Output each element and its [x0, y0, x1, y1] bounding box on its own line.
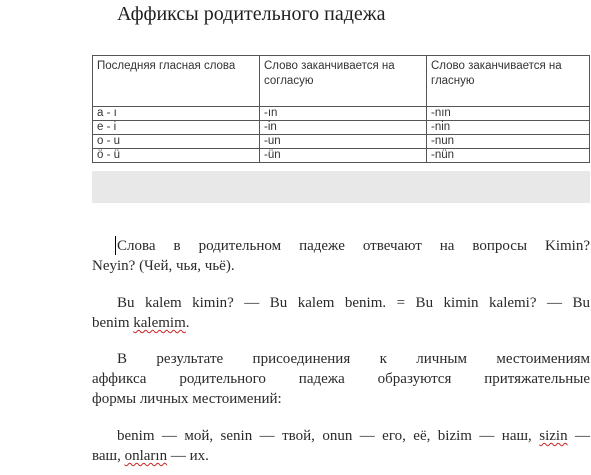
- table-row: [93, 107, 590, 121]
- table-cell: e - i: [93, 121, 260, 135]
- text-span: ваш,: [92, 448, 125, 464]
- table-cell: -nun: [427, 135, 590, 149]
- spellcheck-word[interactable]: kalemim: [133, 315, 186, 331]
- text-span: —: [567, 428, 591, 444]
- table-background: [92, 51, 590, 171]
- table-row: [93, 121, 590, 135]
- table-header-cell: Слово заканчивается на согласую: [260, 56, 427, 107]
- table-cell: -nın: [427, 107, 590, 121]
- paragraph-3-line-1[interactable]: В результате присоединения к личным местоимениям: [117, 351, 590, 367]
- paragraph-2-line-2[interactable]: [92, 313, 567, 333]
- paragraph-4-line-1[interactable]: [117, 426, 590, 446]
- table-cell: -ün: [260, 149, 427, 163]
- affix-table-block: [92, 51, 590, 203]
- spellcheck-word[interactable]: onların: [124, 448, 168, 464]
- paragraph-3-line-2[interactable]: аффикса родительного падежа образуются притяжательные: [92, 371, 590, 387]
- table-row: [93, 135, 590, 149]
- paragraph-4-line-2[interactable]: [92, 446, 567, 466]
- text-cursor: [115, 236, 116, 255]
- table-cell: a - ı: [93, 107, 260, 121]
- paragraph-1-line-1[interactable]: Слова в родительном падеже отвечают на вопросы Kimin?: [117, 238, 590, 254]
- table-cell: -ın: [260, 107, 427, 121]
- text-span: .: [185, 315, 190, 331]
- page-title: Аффиксы родительного падежа: [117, 3, 386, 25]
- table-cell: -nin: [427, 121, 590, 135]
- table-header-cell: Последняя гласная слова: [93, 56, 260, 107]
- paragraph-1-line-2[interactable]: Neyin? (Чей, чья, чьё).: [92, 258, 235, 274]
- table-cell: -un: [260, 135, 427, 149]
- table-header-cell: Слово заканчивается на гласную: [427, 56, 590, 107]
- table-cell: ö - ü: [93, 149, 260, 163]
- table-cell: o - u: [93, 135, 260, 149]
- paragraph-3-line-3[interactable]: формы личных местоимений:: [92, 391, 282, 407]
- table-shaded-area: [92, 171, 590, 203]
- genitive-affix-table: [92, 55, 590, 163]
- text-span: benim: [92, 315, 134, 331]
- table-row: [93, 149, 590, 163]
- paragraph-2-line-1[interactable]: Bu kalem kimin? — Bu kalem benim. = Bu kimin kalemi? — Bu: [117, 295, 590, 311]
- text-span: benim — мой, senin — твой, onun — его, её, bizim — наш,: [117, 428, 540, 444]
- table-cell: -in: [260, 121, 427, 135]
- table-header-row: [93, 56, 590, 107]
- spellcheck-word[interactable]: sizin: [539, 428, 568, 444]
- table-cell: -nün: [427, 149, 590, 163]
- text-span: — их.: [167, 448, 209, 464]
